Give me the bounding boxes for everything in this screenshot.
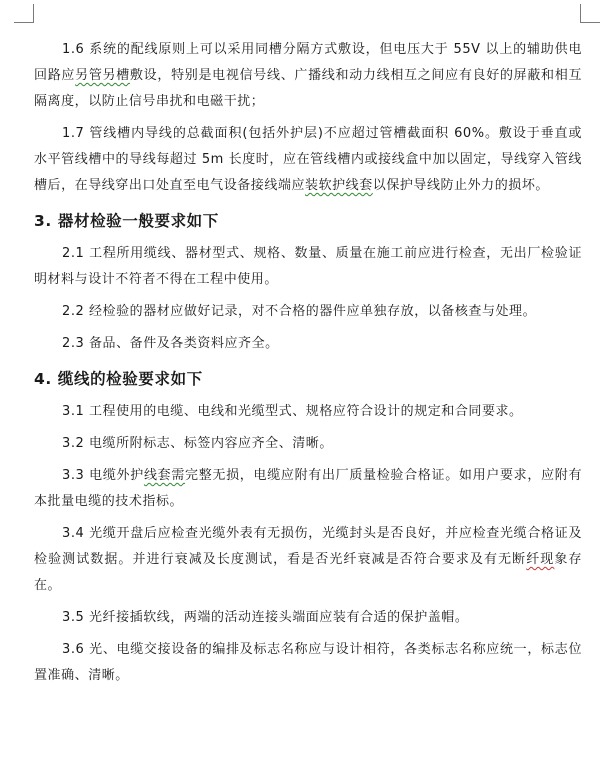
- grammar-flag-text: 装软护线套: [305, 178, 373, 193]
- paragraph-1-7[interactable]: [34, 121, 582, 199]
- paragraph-3-5[interactable]: 3.5 光纤接插软线，两端的活动连接头端面应装有合适的保护盖帽。: [62, 610, 469, 625]
- paragraph-text: 完整无损，电缆应附有出厂质量检验合格证。如用户要求，应附有本批量电缆的技术指标。: [34, 468, 583, 509]
- grammar-flag-text: 线套需: [143, 468, 186, 483]
- crop-mark-top-left-vertical: [33, 4, 34, 23]
- paragraph-2-3[interactable]: 2.3 备品、备件及各类资料应齐全。: [62, 336, 279, 351]
- paragraph-text: 象存在。: [34, 552, 582, 593]
- paragraph-text: 1.7 管线槽内导线的总截面积(包括外护层)不应超过管槽截面积 60%。敷设于垂直或水平管线槽中的导线每超过 5m 长度时，应在管线槽内或接线盒中加以固定，导线穿入管线槽后，在导线穿出口处直至电气设备接线端应: [34, 126, 582, 193]
- paragraph-3-1[interactable]: 3.1 工程使用的电缆、电线和光缆型式、规格应符合设计的规定和合同要求。: [62, 404, 523, 419]
- paragraph-text: 1.6 系统的配线原则上可以采用同槽分隔方式敷设，但电压大于 55V 以上的辅助供电回路应: [34, 42, 582, 83]
- paragraph-3-3[interactable]: [34, 463, 582, 515]
- paragraph-text: 敷设，特别是电视信号线、广播线和动力线相互之间应有良好的屏蔽和相互隔离度，以防止信号串扰和电磁干扰；: [34, 68, 583, 109]
- paragraph-2-2[interactable]: 2.2 经检验的器材应做好记录，对不合格的器件应单独存放，以备核查与处理。: [62, 304, 537, 319]
- section-4-heading: 4. 缆线的检验要求如下: [34, 370, 203, 388]
- paragraph-3-2[interactable]: 3.2 电缆所附标志、标签内容应齐全、清晰。: [62, 436, 333, 451]
- document-body[interactable]: [34, 37, 582, 695]
- paragraph-1-6[interactable]: [34, 37, 582, 115]
- crop-mark-top-left-horizontal: [14, 22, 34, 23]
- paragraph-3-4[interactable]: [34, 521, 582, 599]
- paragraph-3-6[interactable]: 3.6 光、电缆交接设备的编排及标志名称应与设计相符，各类标志名称应统一，标志位置准确、清晰。: [34, 642, 582, 683]
- section-3-heading: 3. 器材检验一般要求如下: [34, 212, 219, 230]
- grammar-flag-text: 另管另槽: [75, 68, 130, 83]
- paragraph-text: 以保护导线防止外力的损坏。: [372, 178, 549, 193]
- crop-mark-top-right-vertical: [580, 4, 581, 23]
- crop-mark-top-right-horizontal: [580, 22, 600, 23]
- spelling-flag-text: 纤现: [526, 552, 555, 567]
- paragraph-text: 3.4 光缆开盘后应检查光缆外表有无损伤，光缆封头是否良好，并应检查光缆合格证及检验测试数据。并进行衰减及长度测试，看是否光纤衰减是否符合要求及有无断: [34, 526, 582, 567]
- paragraph-text: 3.3 电缆外护: [62, 468, 144, 483]
- paragraph-2-1[interactable]: 2.1 工程所用缆线、器材型式、规格、数量、质量在施工前应进行检查，无出厂检验证明材料与设计不符者不得在工程中使用。: [34, 246, 582, 287]
